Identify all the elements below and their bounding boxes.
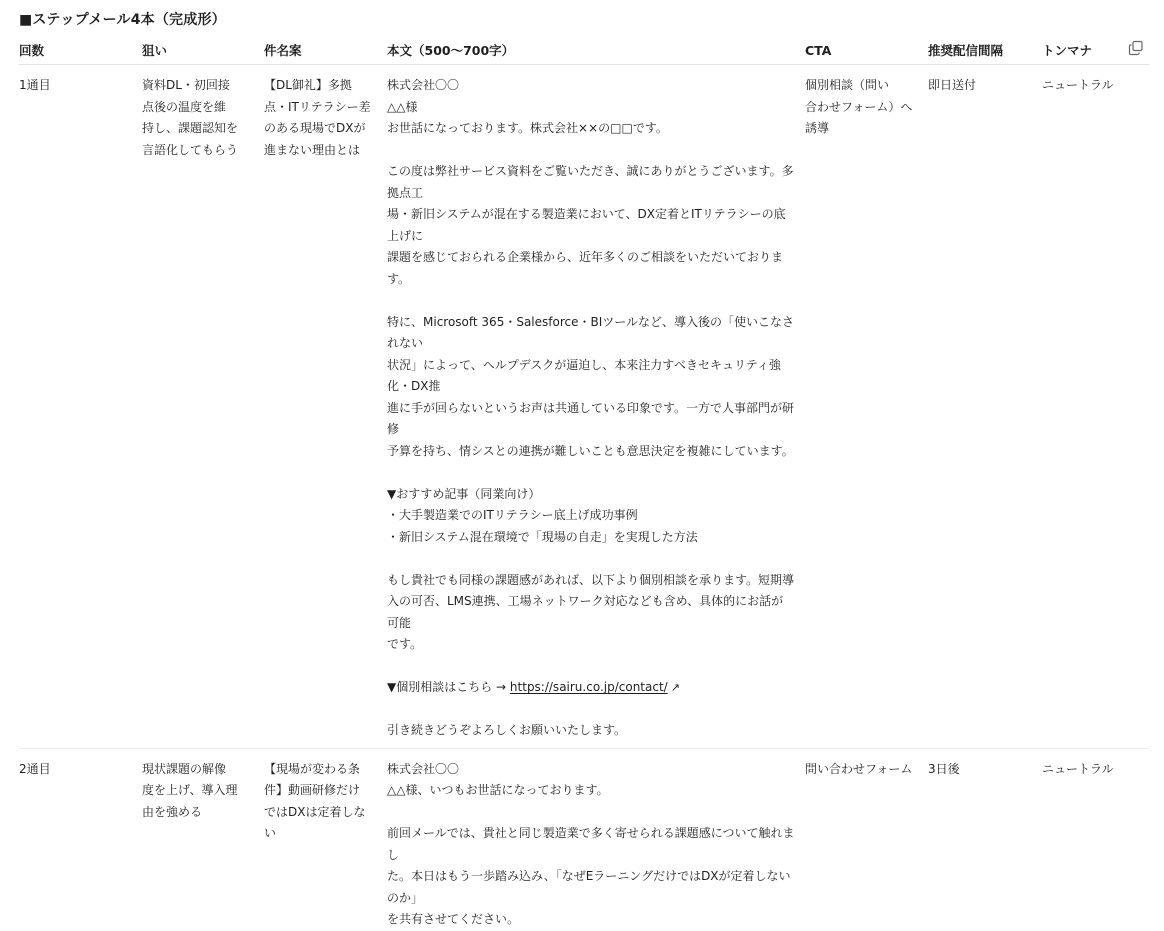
body-paragraph: もし貴社でも同様の課題感があれば、以下より個別相談を承ります。短期導 入の可否、LMS連携、工場ネットワーク対応なども含め、具体的にお話が可能 です。 [387,572,795,651]
header-count: 回数 [19,36,142,65]
body-paragraph: 株式会社〇〇 △△様 お世話になっております。株式会社××の□□です。 [387,78,668,135]
step-mail-table [19,36,1149,931]
header-cta: CTA [805,36,928,65]
header-aim: 狙い [142,36,264,65]
body-paragraph: 特に、Microsoft 365・Salesforce・BIツールなど、導入後の「使いこなされない 状況」によって、ヘルプデスクが逼迫し、本来注力すべきセキュリティ強化・DX推 進に手が回らないというお声は共通している印象です。一方で人事部門が研修 予算を持ち、情シスとの連携が難しいことも意思決定を複雑にしています。 [387,314,795,458]
table-header-row [19,36,1149,65]
contact-link[interactable]: https://sairu.co.jp/contact/ [509,680,668,694]
body-paragraph: 前回メールでは、貴社と同じ製造業で多く寄せられる課題感について触れまし た。本日はもう一歩踏み込み、「なぜEラーニングだけではDXが定着しないのか」 を共有させてください。 [387,826,795,926]
section-title: ■ステップメール4本（完成形） [19,12,226,28]
table-row [19,65,1149,749]
cell-aim: 資料DL・初回接 点後の温度を維 持し、課題認知を 言語化してもらう [142,78,239,157]
cell-interval: 即日送付 [928,78,977,92]
cell-body [387,759,805,931]
cell-interval: 3日後 [928,761,960,776]
body-paragraph: 株式会社〇〇 △△様、いつもお世話になっております。 [387,761,609,797]
cell-tone: ニュートラル [1042,761,1114,776]
header-tone: トンマナ [1042,36,1149,65]
cell-cta: 問い合わせフォーム [805,761,913,776]
cell-body [387,75,805,742]
external-link-icon: ↗ [670,681,680,694]
header-subject: 件名案 [264,36,387,65]
body-cta-line [387,677,795,699]
table-row [19,748,1149,931]
body-closing: 引き続きどうぞよろしくお願いいたします。 [387,723,627,737]
cell-tone: ニュートラル [1042,78,1114,92]
body-paragraph: ▼おすすめ記事（同業向け） ・大手製造業でのITリテラシー底上げ成功事例 ・新旧システム混在環境で「現場の自走」を実現した方法 [387,486,698,544]
cell-count: 1通目 [19,78,51,92]
cell-subject: 【現場が変わる条 件】動画研修だけ ではDXは定着しな い [264,761,366,840]
cell-aim: 現状課題の解像 度を上げ、導入理 由を強める [142,761,238,819]
cta-line-prefix: ▼個別相談はこちら → [387,680,510,694]
cell-cta: 個別相談（問い 合わせフォーム）へ 誘導 [805,78,913,135]
body-paragraph: この度は弊社サービス資料をご覧いただき、誠にありがとうございます。多拠点工 場・新旧システムが混在する製造業において、DX定着とITリテラシーの底上げに 課題を感じておられる企業様から、近年多くのご相談をいただいております。 [387,164,794,286]
header-interval: 推奨配信間隔 [928,36,1042,65]
cell-count: 2通目 [19,761,51,776]
header-body: 本文（500〜700字） [387,36,805,65]
cell-subject: 【DL御礼】多拠 点・ITリテラシー差 のある現場でDXが 進まない理由とは [264,78,371,157]
